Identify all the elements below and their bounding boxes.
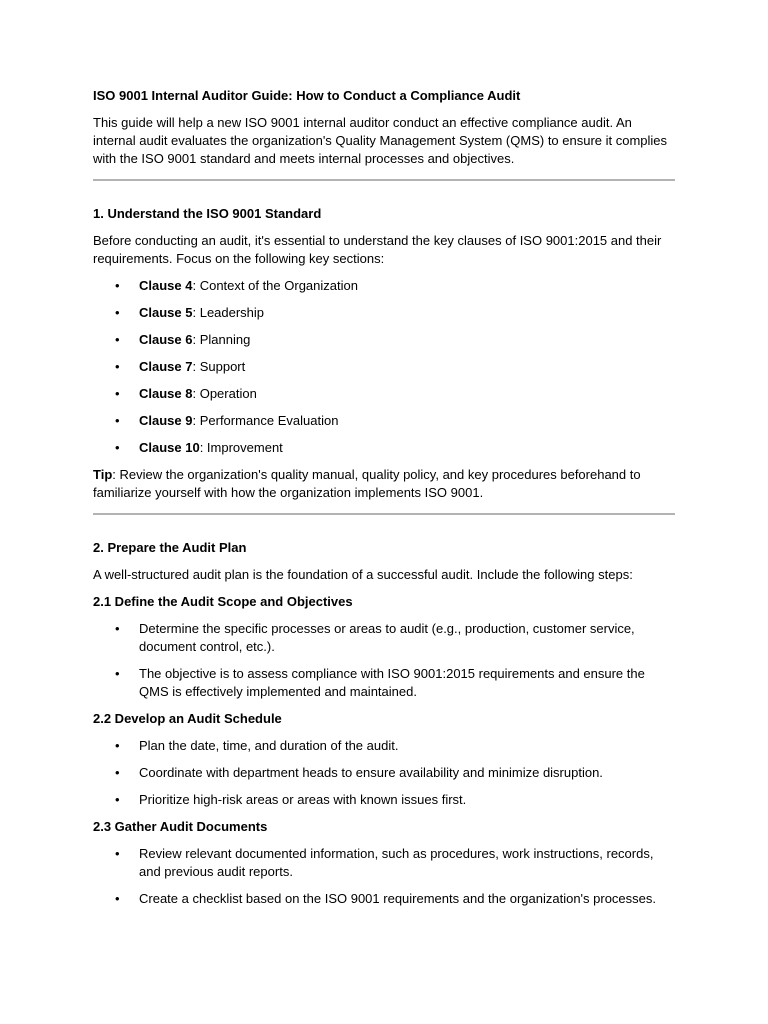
documents-list <box>93 845 675 908</box>
section-2-heading: 2. Prepare the Audit Plan <box>93 540 247 555</box>
clause-label: Clause 4 <box>139 278 193 293</box>
clause-text: : Context of the Organization <box>192 278 358 293</box>
clause-text: : Planning <box>192 332 251 347</box>
clause-label: Clause 6 <box>139 332 193 347</box>
clause-text: : Performance Evaluation <box>192 413 339 428</box>
bullet-icon: • <box>115 738 120 753</box>
list-item <box>93 620 675 656</box>
list-item-text: Determine the specific processes or areas to audit (e.g., production, customer service, document control, etc.). <box>139 621 635 654</box>
list-item <box>93 665 675 701</box>
clause-list <box>93 277 675 457</box>
subsection-2-3-heading: 2.3 Gather Audit Documents <box>93 819 268 834</box>
list-item <box>93 890 675 908</box>
list-item <box>93 845 675 881</box>
list-item <box>93 764 675 782</box>
tip-label: Tip <box>93 467 113 482</box>
clause-text: : Improvement <box>199 440 283 455</box>
bullet-icon: • <box>115 386 120 401</box>
clause-text: : Operation <box>192 386 257 401</box>
list-item-text: Review relevant documented information, such as procedures, work instructions, records, and previous audit reports. <box>139 846 654 879</box>
scope-list <box>93 620 675 701</box>
document-title: ISO 9001 Internal Auditor Guide: How to Conduct a Compliance Audit <box>93 88 521 103</box>
list-item <box>93 791 675 809</box>
bullet-icon: • <box>115 440 120 455</box>
list-item-text: Plan the date, time, and duration of the audit. <box>139 738 399 753</box>
bullet-icon: • <box>115 792 120 807</box>
clause-label: Clause 10 <box>139 440 200 455</box>
clause-label: Clause 5 <box>139 305 193 320</box>
clause-text: : Support <box>192 359 246 374</box>
list-item <box>93 439 675 457</box>
section-divider <box>93 179 675 181</box>
section-divider <box>93 513 675 515</box>
section-1-heading: 1. Understand the ISO 9001 Standard <box>93 206 322 221</box>
bullet-icon: • <box>115 278 120 293</box>
list-item <box>93 331 675 349</box>
bullet-icon: • <box>115 621 120 636</box>
list-item-text: The objective is to assess compliance with ISO 9001:2015 requirements and ensure the QMS is effectively implemented and maintained. <box>139 666 645 699</box>
tip-paragraph <box>93 466 675 502</box>
bullet-icon: • <box>115 891 120 906</box>
bullet-icon: • <box>115 332 120 347</box>
list-item <box>93 737 675 755</box>
bullet-icon: • <box>115 666 120 681</box>
tip-text: : Review the organization's quality manual, quality policy, and key procedures beforehand to familiarize yourself with how the organization implements ISO 9001. <box>93 467 641 500</box>
clause-label: Clause 8 <box>139 386 193 401</box>
bullet-icon: • <box>115 765 120 780</box>
bullet-icon: • <box>115 413 120 428</box>
section-2-intro: A well-structured audit plan is the foundation of a successful audit. Include the following steps: <box>93 567 633 582</box>
bullet-icon: • <box>115 846 120 861</box>
schedule-list <box>93 737 675 809</box>
list-item <box>93 277 675 295</box>
list-item-text: Prioritize high-risk areas or areas with known issues first. <box>139 792 467 807</box>
bullet-icon: • <box>115 305 120 320</box>
subsection-2-2-heading: 2.2 Develop an Audit Schedule <box>93 711 282 726</box>
clause-label: Clause 7 <box>139 359 193 374</box>
list-item-text: Create a checklist based on the ISO 9001 requirements and the organization's processes. <box>139 891 657 906</box>
bullet-icon: • <box>115 359 120 374</box>
list-item <box>93 385 675 403</box>
clause-label: Clause 9 <box>139 413 193 428</box>
document-body <box>93 87 675 917</box>
list-item-text: Coordinate with department heads to ensure availability and minimize disruption. <box>139 765 603 780</box>
list-item <box>93 412 675 430</box>
list-item <box>93 304 675 322</box>
section-1-intro: Before conducting an audit, it's essential to understand the key clauses of ISO 9001:2015 and their requirements. Focus on the following key sections: <box>93 233 662 266</box>
subsection-2-1-heading: 2.1 Define the Audit Scope and Objectives <box>93 594 353 609</box>
clause-text: : Leadership <box>192 305 265 320</box>
intro-paragraph: This guide will help a new ISO 9001 internal auditor conduct an effective compliance audit. An internal audit evaluates the organization's Quality Management System (QMS) to ensure it complies with the ISO 9001 standard and meets internal processes and objectives. <box>93 115 668 166</box>
list-item <box>93 358 675 376</box>
